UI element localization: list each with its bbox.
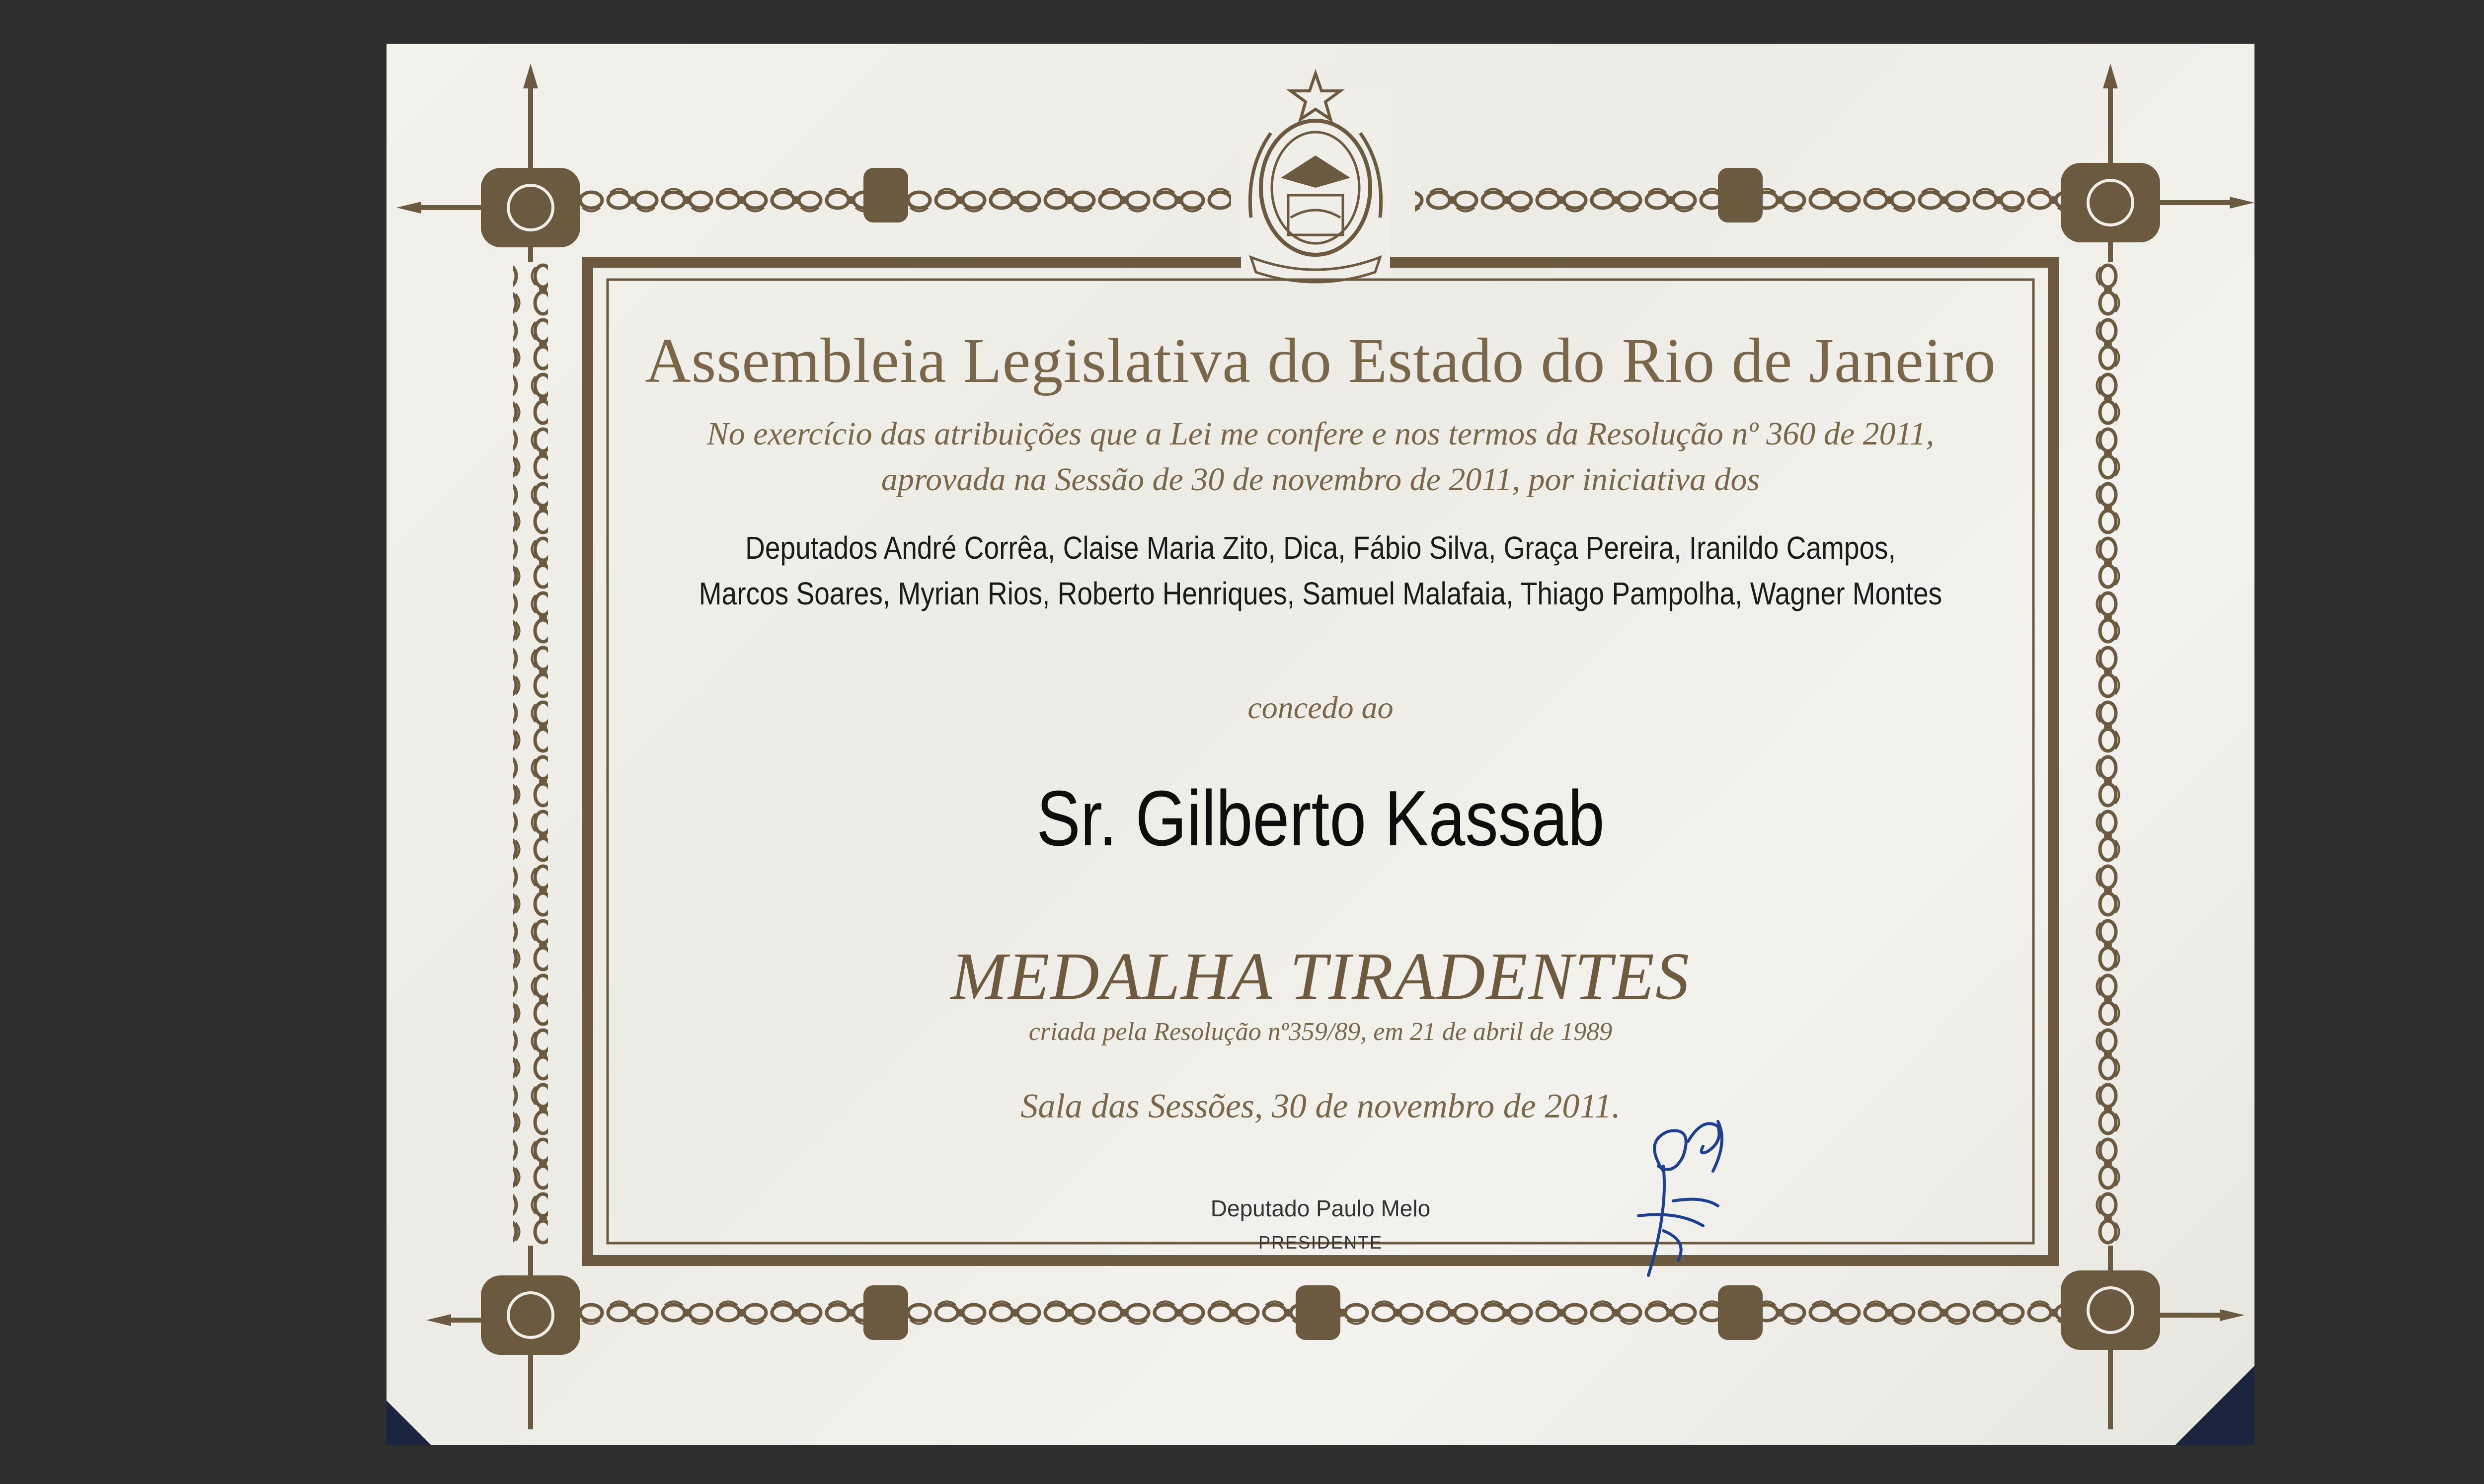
deputies-line-2: Marcos Soares, Myrian Rios, Roberto Henriques, Samuel Malafaia, Thiago Pampolha, Wagner Montes (699, 576, 1942, 611)
deputies-line-1: Deputados André Corrêa, Claise Maria Zito, Dica, Fábio Silva, Graça Pereira, Iranildo Campos, (745, 530, 1896, 566)
concedo-text: concedo ao (1247, 690, 1394, 725)
medal-title: MEDALHA TIRADENTES (951, 939, 1690, 1014)
intro-line-2: aprovada na Sessão de 30 de novembro de 2011, por iniciativa dos (881, 461, 1760, 498)
assembly-title: Assembleia Legislativa do Estado do Rio de Janeiro (645, 325, 1996, 396)
medal-creation-note: criada pela Resolução nº359/89, em 21 de abril de 1989 (1028, 1018, 1613, 1046)
signer-name: Deputado Paulo Melo (1210, 1195, 1431, 1221)
certificate-paper (387, 44, 2254, 1445)
intro-line-1: No exercício das atribuições que a Lei me confere e nos termos da Resolução nº 360 de 2011, (706, 416, 1935, 452)
session-date: Sala das Sessões, 30 de novembro de 2011. (1020, 1087, 1621, 1125)
signer-role: PRESIDENTE (1258, 1232, 1383, 1253)
recipient-name: Sr. Gilberto Kassab (1036, 775, 1605, 862)
